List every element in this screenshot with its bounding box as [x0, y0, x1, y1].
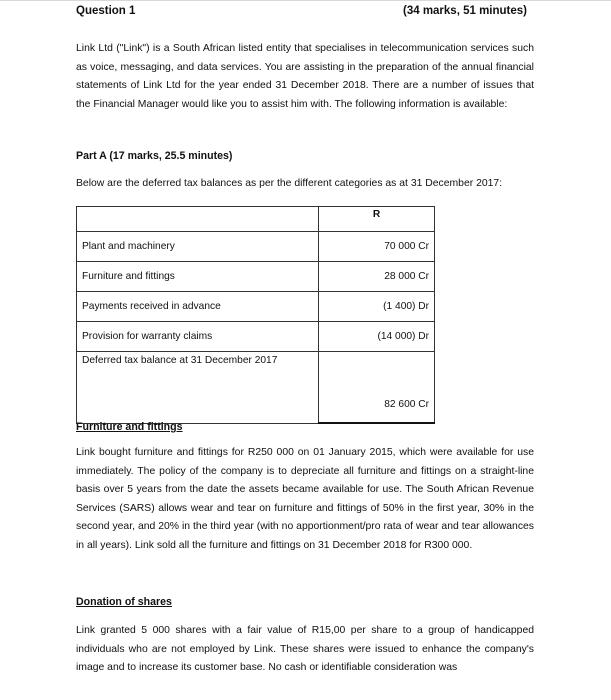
total-amount: 82 600 Cr	[319, 352, 435, 424]
row-label-warranty: Provision for warranty claims	[77, 322, 319, 352]
table-row	[77, 292, 435, 322]
table-header-currency: R	[319, 207, 435, 232]
donation-paragraph: Link granted 5 000 shares with a fair value of R15,00 per share to a group of handicapped individuals who are not employed by Link. These shares were issued to enhance the company's image and to increase its customer base. No cash or identifiable consideration was	[76, 625, 534, 674]
table-row	[77, 262, 435, 292]
row-amount-furniture: 28 000 Cr	[319, 262, 435, 292]
row-label-furniture: Furniture and fittings	[77, 262, 319, 292]
row-amount-warranty: (14 000) Dr	[319, 322, 435, 352]
furniture-heading: Furniture and fittings	[76, 421, 183, 433]
table-total-row	[77, 352, 435, 424]
table-header-row	[77, 207, 435, 232]
table-row	[77, 322, 435, 352]
row-amount-payments: (1 400) Dr	[319, 292, 435, 322]
furniture-paragraph: Link bought furniture and fittings for R250 000 on 01 January 2015, which were available for use immediately. The policy of the company is to depreciate all furniture and fittings on a straight-line basis over 5 years from the date the assets became available for use. The South African Revenue Services (SARS) allows wear and tear on furniture and fittings of 50% in the first year, 30% in the second year, and 20% in the third year (with no apportionment/pro rata of wear and tear allowances in all years). Link sold all the furniture and fittings on 31 December 2018 for R300 000.	[76, 447, 534, 551]
total-label: Deferred tax balance at 31 December 2017	[77, 352, 319, 424]
part-a-title: Part A (17 marks, 25.5 minutes)	[76, 150, 233, 162]
question-title: Question 1	[76, 5, 136, 17]
row-label-payments: Payments received in advance	[77, 292, 319, 322]
table-row	[77, 232, 435, 262]
deferred-tax-table	[76, 206, 435, 424]
page-top-border	[0, 0, 611, 1]
donation-heading: Donation of shares	[76, 596, 172, 608]
question-marks: (34 marks, 51 minutes)	[403, 5, 528, 17]
row-label-plant: Plant and machinery	[77, 232, 319, 262]
table-header-blank	[77, 207, 319, 232]
intro-paragraph: Link Ltd ("Link") is a South African listed entity that specialises in telecommunication services such as voice, messaging, and data services. You are assisting in the preparation of the annual financial statements of Link Ltd for the year ended 31 December 2018. There are a number of issues that the Financial Manager would like you to assist him with. The following information is available:	[76, 43, 534, 110]
deferred-tax-intro: Below are the deferred tax balances as per the different categories as at 31 December 2017:	[76, 178, 503, 189]
row-amount-plant: 70 000 Cr	[319, 232, 435, 262]
